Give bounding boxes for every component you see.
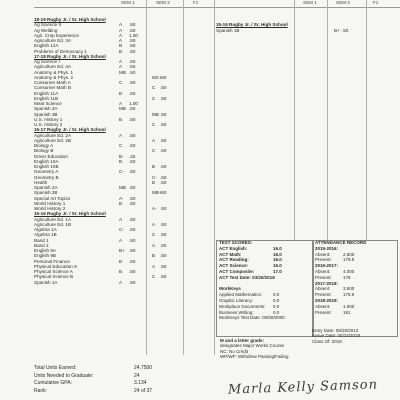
sem1-credit: .50 xyxy=(129,59,136,64)
course-name: Anatomy & Phys. 1 xyxy=(34,69,74,75)
sem1-grade: C xyxy=(119,143,123,148)
sem2-grade: A xyxy=(152,137,156,143)
course-name: Algebra 1B xyxy=(34,232,57,238)
course-row xyxy=(34,280,214,285)
sem1-credit: .50 xyxy=(129,116,136,122)
sem1-credit: .50 xyxy=(129,106,136,112)
sem2-credit: .50 xyxy=(160,122,167,127)
total-line-label: Cumulative GPA: xyxy=(34,380,72,386)
sem2-credit: .50 xyxy=(160,164,167,169)
course-name: English 12A xyxy=(34,43,59,49)
course-name: Consumer Math B xyxy=(34,85,72,91)
course-name: Spanish 3A xyxy=(34,106,58,112)
legend-line: NC: No Credit xyxy=(220,348,249,354)
test-score-label: WorkKeys Test Date: 00/00/0000 xyxy=(219,315,285,321)
sem1-credit: .50 xyxy=(129,200,136,206)
sem2-credit: .50 xyxy=(160,242,167,248)
test-scores xyxy=(219,240,311,321)
test-score-label: TEST SCORES: xyxy=(219,240,253,245)
sem1-credit: .50 xyxy=(129,237,136,243)
sem1-grade: B xyxy=(119,200,123,206)
course-name: U.S. History 2 xyxy=(34,122,63,127)
course-name: Algebra 1A xyxy=(34,227,57,232)
sem2-credit: .50 xyxy=(160,85,167,91)
sem2-grade: B xyxy=(152,179,156,185)
course-name: Ag Science II xyxy=(34,22,62,28)
course-name: Band 2 xyxy=(34,242,49,248)
sem2-credit: .50 xyxy=(160,148,167,154)
sem2-credit: .50 xyxy=(342,27,349,33)
sem1-credit: .50 xyxy=(129,64,136,70)
sem2-credit: .50 xyxy=(160,179,167,185)
sem2-grade: C xyxy=(152,232,156,238)
sem2-credit: .50 xyxy=(160,263,167,269)
course-name: English 9B xyxy=(34,253,56,259)
sem1-credit: .50 xyxy=(129,80,136,85)
sem1-grade: A xyxy=(119,27,123,33)
legend-line: WP/WF: Withdrew Passing/Failing xyxy=(220,353,289,359)
sem2-grade: MB+ xyxy=(152,190,162,196)
test-score-value: 16.0 xyxy=(273,251,282,257)
legend-line: M and a letter grade: xyxy=(220,338,265,343)
course-name: U.S. History 1 xyxy=(34,116,63,122)
attendance-line-label: ATTENDANCE RECORD xyxy=(315,240,367,245)
course-name: Spanish 2B xyxy=(34,190,58,196)
sem1-grade: A xyxy=(119,22,123,28)
course-name: Geometry B xyxy=(34,174,59,180)
sem1-grade: A xyxy=(119,216,123,222)
sem2-grade: B+ xyxy=(334,27,340,33)
total-line-value: 24 xyxy=(134,372,140,379)
legend-line: designates Major Works Course xyxy=(220,343,284,349)
attendance-line-value: 181 xyxy=(343,309,351,315)
sem1-grade: A xyxy=(119,64,123,70)
total-line-label: Rank: xyxy=(34,387,48,394)
header-sem1-left: SEM 1 xyxy=(121,0,135,5)
course-name: Agriculture Ed. 2A xyxy=(34,132,72,138)
course-name: Agri. Crop Experience xyxy=(34,32,79,38)
sem2-credit: .50 xyxy=(160,206,167,211)
course-name: Health xyxy=(34,179,48,185)
sem1-grade: A xyxy=(119,132,123,138)
column-divider xyxy=(294,0,295,240)
course-name: English 11A xyxy=(34,90,59,96)
sem2-grade: C xyxy=(152,274,156,280)
sem1-grade: B xyxy=(119,43,123,49)
sem2-grade: C xyxy=(152,95,156,101)
grade-legend xyxy=(220,338,316,359)
test-score-label: ACT Composite: xyxy=(219,268,255,274)
column-divider xyxy=(327,0,328,240)
sem1-credit: .50 xyxy=(129,69,136,75)
course-name: Driver Education xyxy=(34,153,68,159)
sem1-grade: B xyxy=(119,90,123,96)
course-name: Band 1 xyxy=(34,237,49,243)
course-name: English 9A xyxy=(34,248,56,253)
sem2-grade: A xyxy=(152,242,156,248)
attendance-line-label: 2016-2017: xyxy=(315,263,339,269)
sem1-grade: A xyxy=(119,59,123,64)
sem1-credit: .50 xyxy=(129,258,136,264)
sem1-credit: .50 xyxy=(129,90,136,96)
test-score-value: 0.0 xyxy=(273,297,280,303)
attendance-line-value: 1.000 xyxy=(343,303,355,309)
leave-date: Leave Date: 05/24/2019 xyxy=(312,333,361,339)
sem2-grade: A xyxy=(152,221,156,227)
course-name: Agriculture Ed. 1A xyxy=(34,216,72,222)
sem1-grade: A xyxy=(119,237,123,243)
sem1-credit: .50 xyxy=(129,22,136,28)
course-list-right xyxy=(216,17,396,33)
school-name: 17-18 Rugby Jr. / Sr. High School xyxy=(34,53,106,59)
sem1-credit: 1.00 xyxy=(129,32,138,38)
sem1-credit: .50 xyxy=(129,195,136,201)
column-divider xyxy=(214,0,215,355)
sem2-credit: .50 xyxy=(160,253,167,259)
course-name: Agriculture Ed. 1B xyxy=(34,221,72,227)
course-name: Spanish 1A xyxy=(34,279,58,285)
course-name: Ag Welding xyxy=(34,27,58,33)
header-sem2-left: SEM 2 xyxy=(156,0,170,5)
test-score-label: Workplace Documents: xyxy=(219,303,266,309)
course-name: Agriculture Ed. 4A xyxy=(34,64,72,70)
course-name: Anatomy & Phys. 2 xyxy=(34,74,74,80)
test-score-label: ACT Test Date: 03/20/2018 xyxy=(219,274,275,280)
course-name: World History 1 xyxy=(34,200,66,206)
course-name: Problems of Democracy 1 xyxy=(34,48,87,54)
sem1-grade: B xyxy=(119,48,123,54)
entry-date: Entry Date: 08/20/2013 xyxy=(312,328,359,333)
test-score-label: Business Writing: xyxy=(219,309,254,315)
attendance-line-value: 179.5 xyxy=(343,257,355,263)
course-name: English 10A xyxy=(34,158,59,164)
course-name: Spanish 1B xyxy=(216,27,240,33)
course-row xyxy=(216,28,396,33)
attendance-line-value: 4.000 xyxy=(343,268,355,274)
sem2-grade: MC+ xyxy=(152,74,162,80)
course-name: Special Art Topics xyxy=(34,195,71,201)
sem1-grade: B xyxy=(119,158,123,164)
test-score-value: 16.0 xyxy=(273,257,282,263)
attendance-record xyxy=(315,240,395,315)
sem1-credit: .50 xyxy=(129,185,136,190)
test-score xyxy=(219,315,311,321)
sem1-credit: .50 xyxy=(129,48,136,54)
attendance-line-label: 2015-2016: xyxy=(315,245,339,251)
test-score-value: 0.0 xyxy=(273,292,280,298)
sem1-grade: A xyxy=(119,279,123,285)
course-name: Geometry A xyxy=(34,169,59,175)
sem1-grade: A- xyxy=(119,195,124,201)
school-name: 18-19 Rugby Jr. / Sr. High School xyxy=(34,17,106,22)
attendance-line-label: Present: xyxy=(315,309,332,315)
sem2-credit: .50 xyxy=(160,221,167,227)
sem2-grade: B xyxy=(152,164,156,169)
attendance-line-label: Present: xyxy=(315,257,332,263)
test-score-value: 0.0 xyxy=(273,303,280,309)
sem2-grade: A- xyxy=(152,206,157,211)
sem1-credit: .50 xyxy=(129,216,136,222)
test-score-value: 17.0 xyxy=(273,268,282,274)
attendance-line-label: Present: xyxy=(315,274,332,280)
sem1-credit: .50 xyxy=(129,279,136,285)
sem1-grade: B+ xyxy=(119,248,125,253)
attendance-line-value: 2.500 xyxy=(343,251,355,257)
header-f1-left: F1 xyxy=(193,0,199,5)
course-name: Ag Science I xyxy=(34,59,60,64)
sem2-credit: .50 xyxy=(160,111,167,117)
attendance-line-label: 2018-2019: xyxy=(315,297,339,303)
total-line-value: 24 of 37 xyxy=(134,387,153,394)
test-score-value: 16.0 xyxy=(273,245,282,251)
sem1-credit: .50 xyxy=(129,43,136,49)
course-name: Personal Finance xyxy=(34,258,70,264)
attendance-line-label: Absent: xyxy=(315,251,331,257)
header-f1-right: F1 xyxy=(373,0,379,5)
sem1-grade: MB xyxy=(119,185,126,190)
sem1-grade: MB xyxy=(119,106,126,112)
attendance-line-value: 178 xyxy=(343,274,351,280)
sem1-credit: 1.00 xyxy=(129,101,138,106)
sem1-grade: A xyxy=(119,32,123,38)
attendance-line-label: Absent: xyxy=(315,268,331,274)
attendance-line-label: Absent: xyxy=(315,303,331,309)
sem2-credit: .50 xyxy=(160,274,167,280)
sem1-credit: .50 xyxy=(129,38,136,43)
sem2-grade: C- xyxy=(152,174,157,180)
header-rule xyxy=(34,7,400,8)
sem1-credit: .50 xyxy=(129,269,136,274)
course-name: Consumer Math A xyxy=(34,80,71,85)
sem1-credit: .50 xyxy=(129,27,136,33)
attendance-line-label: Present: xyxy=(315,292,332,298)
enrollment-dates xyxy=(312,328,396,344)
school-name: 15-16 Rugby Jr. / Sr. High School xyxy=(216,22,288,28)
sem1-grade: C xyxy=(119,80,123,85)
sem1-credit: .50 xyxy=(129,227,136,232)
course-name: Spanish 2A xyxy=(34,185,58,190)
sem2-credit: .50 xyxy=(160,137,167,143)
class-of: Class Of: 2019 xyxy=(312,338,342,344)
sem1-grade: B xyxy=(119,258,123,264)
sem1-credit: .50 xyxy=(129,143,136,148)
sem2-grade: C xyxy=(152,85,156,91)
header-sem1-right: SEM 1 xyxy=(303,0,317,5)
sem2-grade: MB xyxy=(152,111,159,117)
total-line-value: 3.134 xyxy=(134,380,147,386)
attendance-line-label: 2017-2018: xyxy=(315,280,339,286)
total-line-value: 24.7500 xyxy=(134,365,153,371)
sem2-grade: B xyxy=(152,253,156,259)
sem1-credit: .50 xyxy=(129,158,136,164)
sem1-grade: C- xyxy=(119,227,124,232)
school-name: 15-16 Rugby Jr. / Sr. High School xyxy=(34,211,106,217)
test-score-value: 0.0 xyxy=(273,309,280,315)
course-name: Physical Education 9 xyxy=(34,263,77,269)
sem2-grade: C xyxy=(152,148,156,154)
attendance-line xyxy=(315,310,395,316)
sem1-grade: B xyxy=(119,116,123,122)
sem1-grade: B- xyxy=(119,153,124,159)
sem2-credit: .50 xyxy=(160,174,167,180)
sem2-credit: .50 xyxy=(160,95,167,101)
test-score-label: ACT English: xyxy=(219,245,248,251)
test-score-label: Graphic Literacy: xyxy=(219,297,254,303)
course-name: Physical Science B xyxy=(34,274,74,280)
course-name: Agriculture Ed. 3A xyxy=(34,38,72,43)
sem1-grade: MB xyxy=(119,69,126,75)
course-name: Biology A xyxy=(34,143,54,148)
course-name: English 10B xyxy=(34,164,59,169)
attendance-line-value: 178.5 xyxy=(343,292,355,298)
sem1-credit: .25 xyxy=(129,153,136,159)
column-divider xyxy=(366,0,367,240)
test-score-label: ACT Math: xyxy=(219,251,242,257)
sem2-grade: C xyxy=(152,122,156,127)
test-score-value: 16.0 xyxy=(273,263,282,269)
test-score-label: ACT Science: xyxy=(219,263,249,269)
sem2-credit: .50 xyxy=(160,190,167,196)
course-name: Biology B xyxy=(34,148,54,154)
sem2-credit: .50 xyxy=(160,74,167,80)
sem2-grade: A xyxy=(152,263,156,269)
test-score-label: WorkKeys xyxy=(219,286,241,292)
test-score-label: ACT Reading: xyxy=(219,257,249,263)
sem1-grade: B xyxy=(119,269,123,274)
course-name: English 11B xyxy=(34,95,59,101)
sem1-credit: .50 xyxy=(129,248,136,253)
school-name: 16-17 Rugby Jr. / Sr. High School xyxy=(34,127,106,133)
sem1-grade: C- xyxy=(119,169,124,175)
total-line-label: Total Units Earned: xyxy=(34,365,77,371)
course-name: Spanish 3B xyxy=(34,111,58,117)
sem1-credit: .50 xyxy=(129,132,136,138)
total-line-label: Units Needed to Graduate: xyxy=(34,372,94,379)
sem1-grade: A xyxy=(119,101,123,106)
course-list-left xyxy=(34,17,214,285)
header-sem2-right: SEM 2 xyxy=(336,0,350,5)
attendance-line-label: Absent: xyxy=(315,286,331,292)
test-score-label: Applied Mathematics: xyxy=(219,292,263,298)
course-name: Agriculture Ed. 2B xyxy=(34,137,72,143)
sem1-credit: .50 xyxy=(129,169,136,175)
principal-signature: Marla Kelly Samson xyxy=(227,377,379,398)
attendance-line-value: 3.500 xyxy=(343,286,355,292)
course-name: Meat Science xyxy=(34,101,62,106)
course-name: World History 2 xyxy=(34,206,66,211)
sem2-credit: .50 xyxy=(160,232,167,238)
course-name: Physical Science A xyxy=(34,269,73,274)
sem1-grade: A xyxy=(119,38,123,43)
